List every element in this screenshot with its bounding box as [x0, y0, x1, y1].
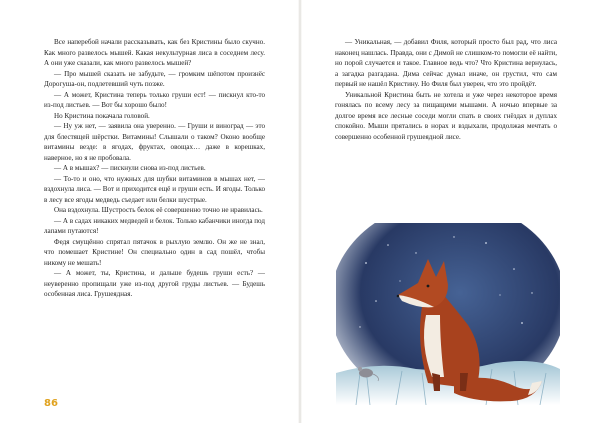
fox-eye	[427, 285, 430, 288]
fox-night-illustration	[336, 223, 560, 405]
left-text-column	[44, 37, 265, 300]
paragraph: — А может, Кристина теперь только груши ест! — пискнул кто-то из-под листьев. — Вот бы хорошо было!	[44, 90, 265, 109]
paragraph: Она вздохнула. Шустрость белок её совершенно точно не нравилась.	[54, 206, 263, 214]
paragraph: Но Кристина покачала головой.	[54, 111, 150, 120]
paragraph: — Ну уж нет, — заявила она уверенно. — Груши и виноград — это для блестящей шёрстки. Витамины! Слышали о таком? Оконо вообще витамины везде: в ягодах, фруктах, овощах… даже в корешках, наверное, но я не пробовала.	[44, 122, 265, 162]
right-text-column	[335, 37, 557, 142]
paragraph: — То-то и оно, что нужных для шубки витаминов в мышах нет, — вздохнула лиса. — Вот и приходится ещё и груши есть. И ягоды. Только в лесу все ягоды медведь съедает или белки шустрые.	[44, 174, 265, 204]
paragraph: — А может, ты, Кристина, и дальше будешь груши есть? — неуверенно пропищали уже из-под другой груды листьев. — Будешь особенная лиса. Грушеядная.	[44, 269, 265, 298]
paragraph: — А в садах никаких медведей и белок. Только кабанчики иногда под лапами путаются!	[44, 216, 265, 235]
paragraph: Уникальной Кристина быть не хотела и уже через некоторое время гонялась по всему лесу за пищащими мышами. А ночью впервые за долгое время все лесные соседи могли спать в своих гнёздах и дуплах спокойно. Мыши прятались в норах и вздыхали, продолжая мечтать о совершенно особенной грушеядной лисе.	[335, 90, 557, 141]
paragraph: — Про мышей сказать не забудьте, — громким шёпотом произнёс Дорогуша-он, подлетевший чуть позже.	[44, 69, 265, 88]
paragraph: Федя смущённо спрятал пятачок в рыхлую землю. Он же не знал, что помешает Кристине! Он специально один в сад пошёл, чтобы никому не мешать!	[44, 237, 265, 267]
paragraph: Все наперебой начали рассказывать, как без Кристины было скучно. Как много развелось мышей. Какая некультурная лиса в соседнем лесу. А они уже сказали, как много развелось мышей?	[44, 38, 265, 67]
paragraph: — А в мышах? — пискнули снова из-под листьев.	[54, 164, 206, 172]
paragraph: — Уникальная, — добавил Филя, который просто был рад, что лиса наконец нашлась. Правда, они с Димой не слишком-то помогли её найти, но порой случается и такое. Главное ведь что? Что Кристина вернулась, а загадка разгадана. Дима сейчас думал иначе, он грустил, что сам первый не нашёл Кристину. Но Филя был уверен, что это пройдёт.	[335, 38, 557, 88]
page-number: 86	[44, 398, 58, 409]
